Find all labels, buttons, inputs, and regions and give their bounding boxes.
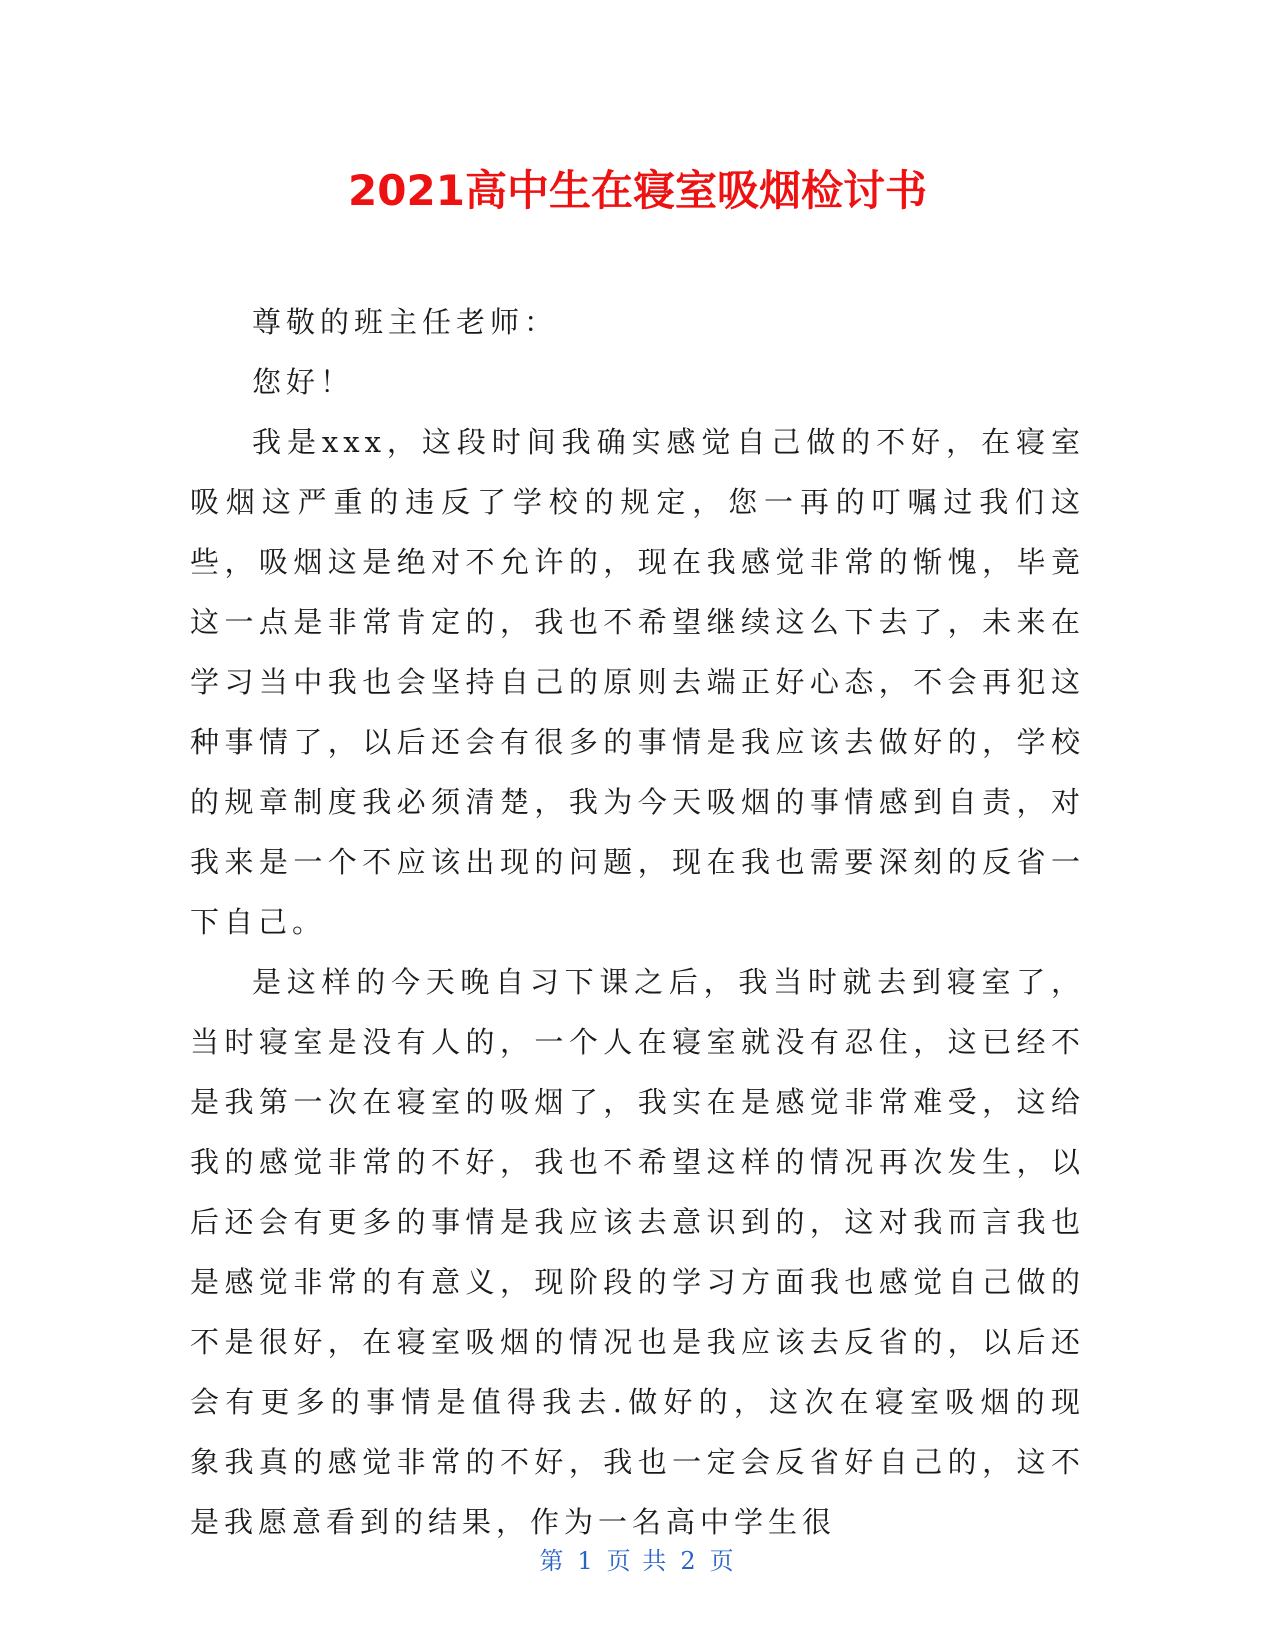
page-footer	[0, 1545, 1275, 1577]
footer-total-pages: 2	[680, 1547, 698, 1575]
document-body	[190, 292, 1085, 1552]
footer-of-label: 页 共	[606, 1547, 669, 1575]
salutation: 尊敬的班主任老师：	[252, 305, 559, 339]
body-paragraph-1: 我是xxx，这段时间我确实感觉自己做的不好，在寝室吸烟这严重的违反了学校的规定，您一再的叮嘱过我们这些，吸烟这是绝对不允许的，现在我感觉非常的惭愧，毕竟这一点是非常肯定的，我也不希望继续这么下去了，未来在学习当中我也会坚持自己的原则去端正好心态，不会再犯这种事情了，以后还会有很多的事情是我应该去做好的，学校的规章制度我必须清楚，我为今天吸烟的事情感到自责，对我来是一个不应该出现的问题，现在我也需要深刻的反省一下自己。	[190, 425, 1085, 939]
footer-page-label: 第	[539, 1547, 566, 1575]
greeting: 您好！	[252, 365, 355, 399]
body-paragraph-2: 是这样的今天晚自习下课之后，我当时就去到寝室了，当时寝室是没有人的，一个人在寝室就没有忍住，这已经不是我第一次在寝室的吸烟了，我实在是感觉非常难受，这给我的感觉非常的不好，我也不希望这样的情况再次发生，以后还会有更多的事情是我应该去意识到的，这对我而言我也是感觉非常的有意义，现阶段的学习方面我也感觉自己做的不是很好，在寝室吸烟的情况也是我应该去反省的，以后还会有更多的事情是值得我去.做好的，这次在寝室吸烟的现象我真的感觉非常的不好，我也一定会反省好自己的，这不是我愿意看到的结果，作为一名高中学生很	[190, 965, 1085, 1539]
footer-current-page: 1	[577, 1547, 595, 1575]
document-title: 2021高中生在寝室吸烟检讨书	[348, 166, 927, 215]
footer-end-label: 页	[709, 1547, 736, 1575]
